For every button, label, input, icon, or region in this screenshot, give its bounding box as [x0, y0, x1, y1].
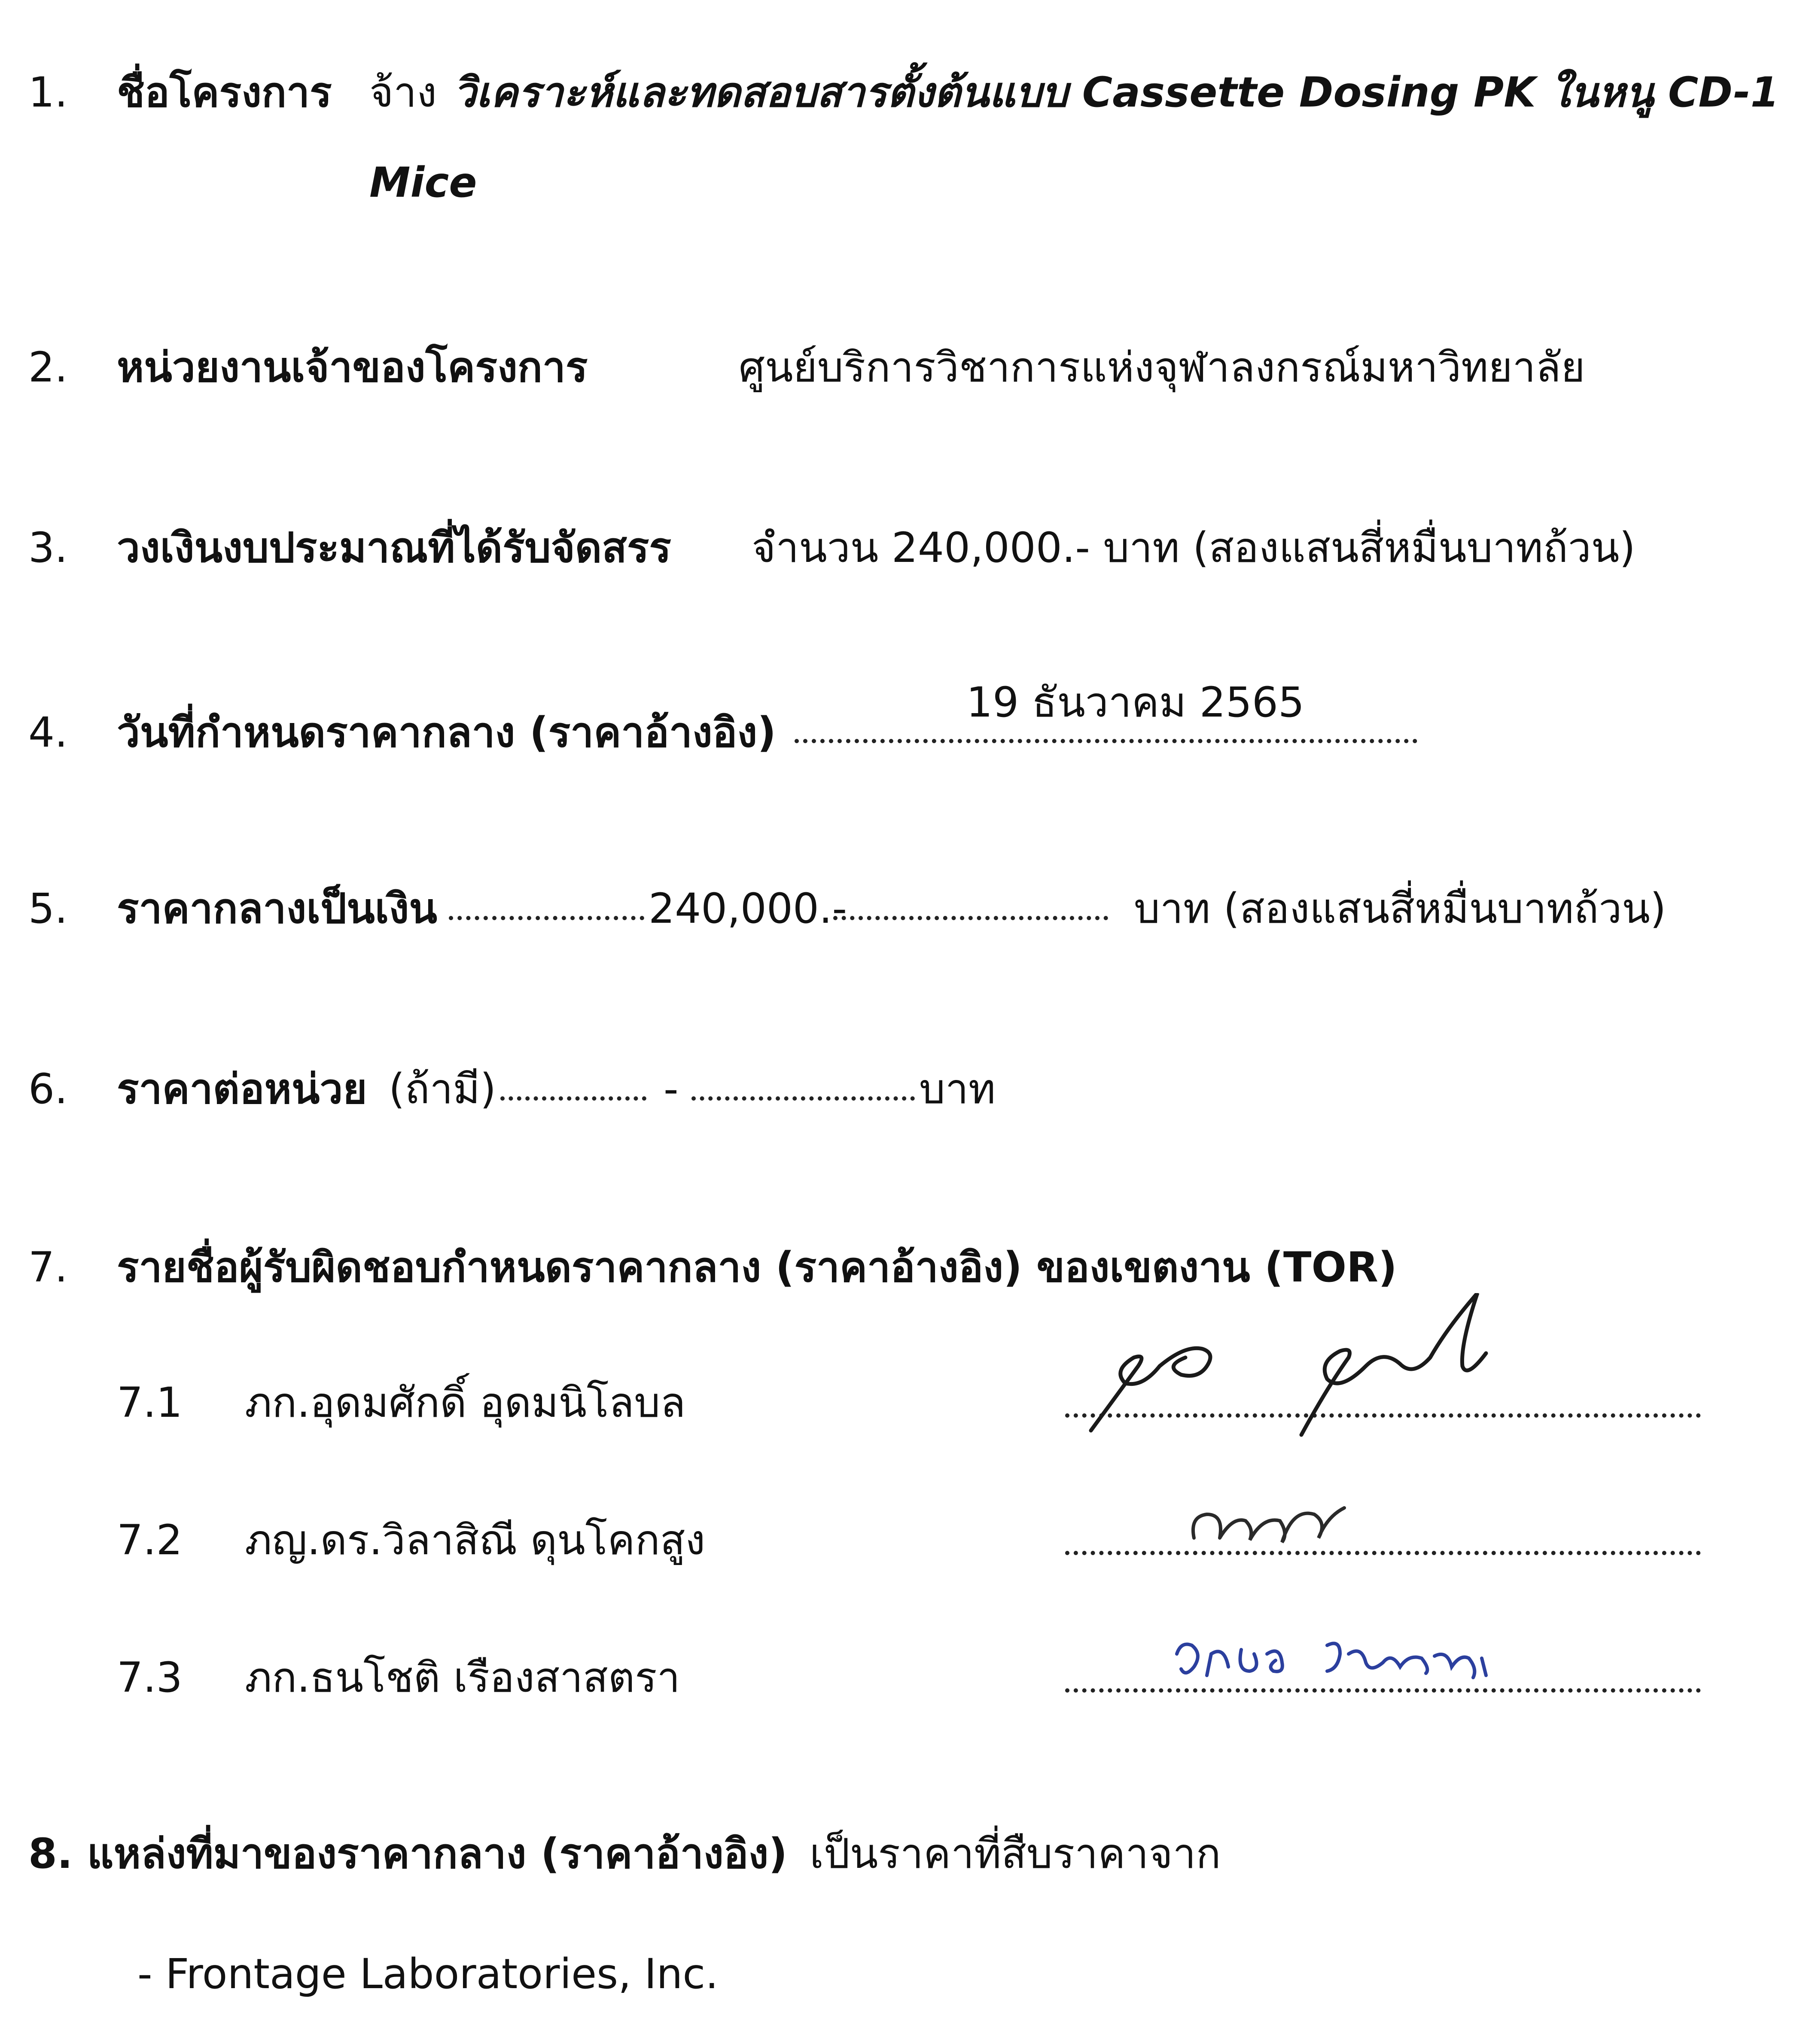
- item-number: 4.: [28, 708, 68, 757]
- project-prefix: จ้าง: [369, 68, 437, 116]
- source-label: 8. แหล่งที่มาของราคากลาง (ราคาอ้างอิง): [28, 1830, 788, 1878]
- item-label: ราคาต่อหน่วย: [117, 1065, 367, 1113]
- unit-price-amount: -: [664, 1065, 679, 1113]
- budget-value: จำนวน 240,000.- บาท (สองแสนสี่หมื่นบาทถ้วน): [752, 524, 1635, 572]
- signature-7-3: [1168, 1628, 1503, 1693]
- signer-name: ภญ.ดร.วิลาสิณี ดุนโคกสูง: [245, 1516, 706, 1564]
- signature-line: [1065, 1551, 1701, 1555]
- item-number: 2.: [28, 343, 68, 391]
- signer-number: 7.1: [117, 1379, 183, 1427]
- source-vendor: - Frontage Laboratories, Inc.: [137, 1950, 719, 1998]
- item-label: หน่วยงานเจ้าของโครงการ: [117, 343, 588, 391]
- dotted-line: [691, 1096, 915, 1101]
- item-label: วงเงินงบประมาณที่ได้รับจัดสรร: [117, 524, 671, 572]
- signer-name: ภก.ธนโชติ เรืองสาสตรา: [245, 1654, 680, 1702]
- median-price-suffix: บาท (สองแสนสี่หมื่นบาทถ้วน): [1134, 885, 1666, 933]
- item-number: 3.: [28, 524, 68, 572]
- dotted-line: [833, 916, 1108, 920]
- item-number: 5.: [28, 885, 68, 933]
- reference-date-value: 19 ธันวาคม 2565: [966, 678, 1305, 726]
- item-number: 7.: [28, 1243, 68, 1291]
- item-number: 6.: [28, 1065, 68, 1113]
- item-label: ชื่อโครงการ: [117, 68, 332, 116]
- date-dotted-line: [795, 739, 1417, 743]
- dotted-line: [500, 1096, 646, 1101]
- project-title: วิเคราะห์และทดสอบสารตั้งต้นแบบ Cassette Dosing PK ในหนู CD-1: [453, 68, 1779, 116]
- item-label: วันที่กำหนดราคากลาง (ราคาอ้างอิง): [117, 708, 777, 757]
- unit-price-suffix: บาท: [919, 1065, 996, 1113]
- signature-7-1: [1074, 1293, 1503, 1448]
- dotted-line: [449, 916, 644, 920]
- owner-unit-value: ศูนย์บริการวิชาการแห่งจุฬาลงกรณ์มหาวิทยาลัย: [739, 343, 1585, 391]
- item-number: 1.: [28, 68, 68, 116]
- signer-number: 7.3: [117, 1654, 183, 1702]
- source-text: เป็นราคาที่สืบราคาจาก: [810, 1830, 1221, 1878]
- unit-price-paren: (ถ้ามี): [389, 1065, 496, 1113]
- item-label: รายชื่อผู้รับผิดชอบกำหนดราคากลาง (ราคาอ้างอิง) ของเขตงาน (TOR): [117, 1243, 1397, 1291]
- signature-7-2: [1185, 1491, 1357, 1559]
- project-title-continued: Mice: [369, 159, 477, 207]
- median-price-amount: 240,000.-: [649, 885, 847, 933]
- signer-number: 7.2: [117, 1516, 183, 1564]
- item-label: ราคากลางเป็นเงิน: [117, 885, 438, 933]
- signer-name: ภก.อุดมศักดิ์ อุดมนิโลบล: [245, 1379, 686, 1427]
